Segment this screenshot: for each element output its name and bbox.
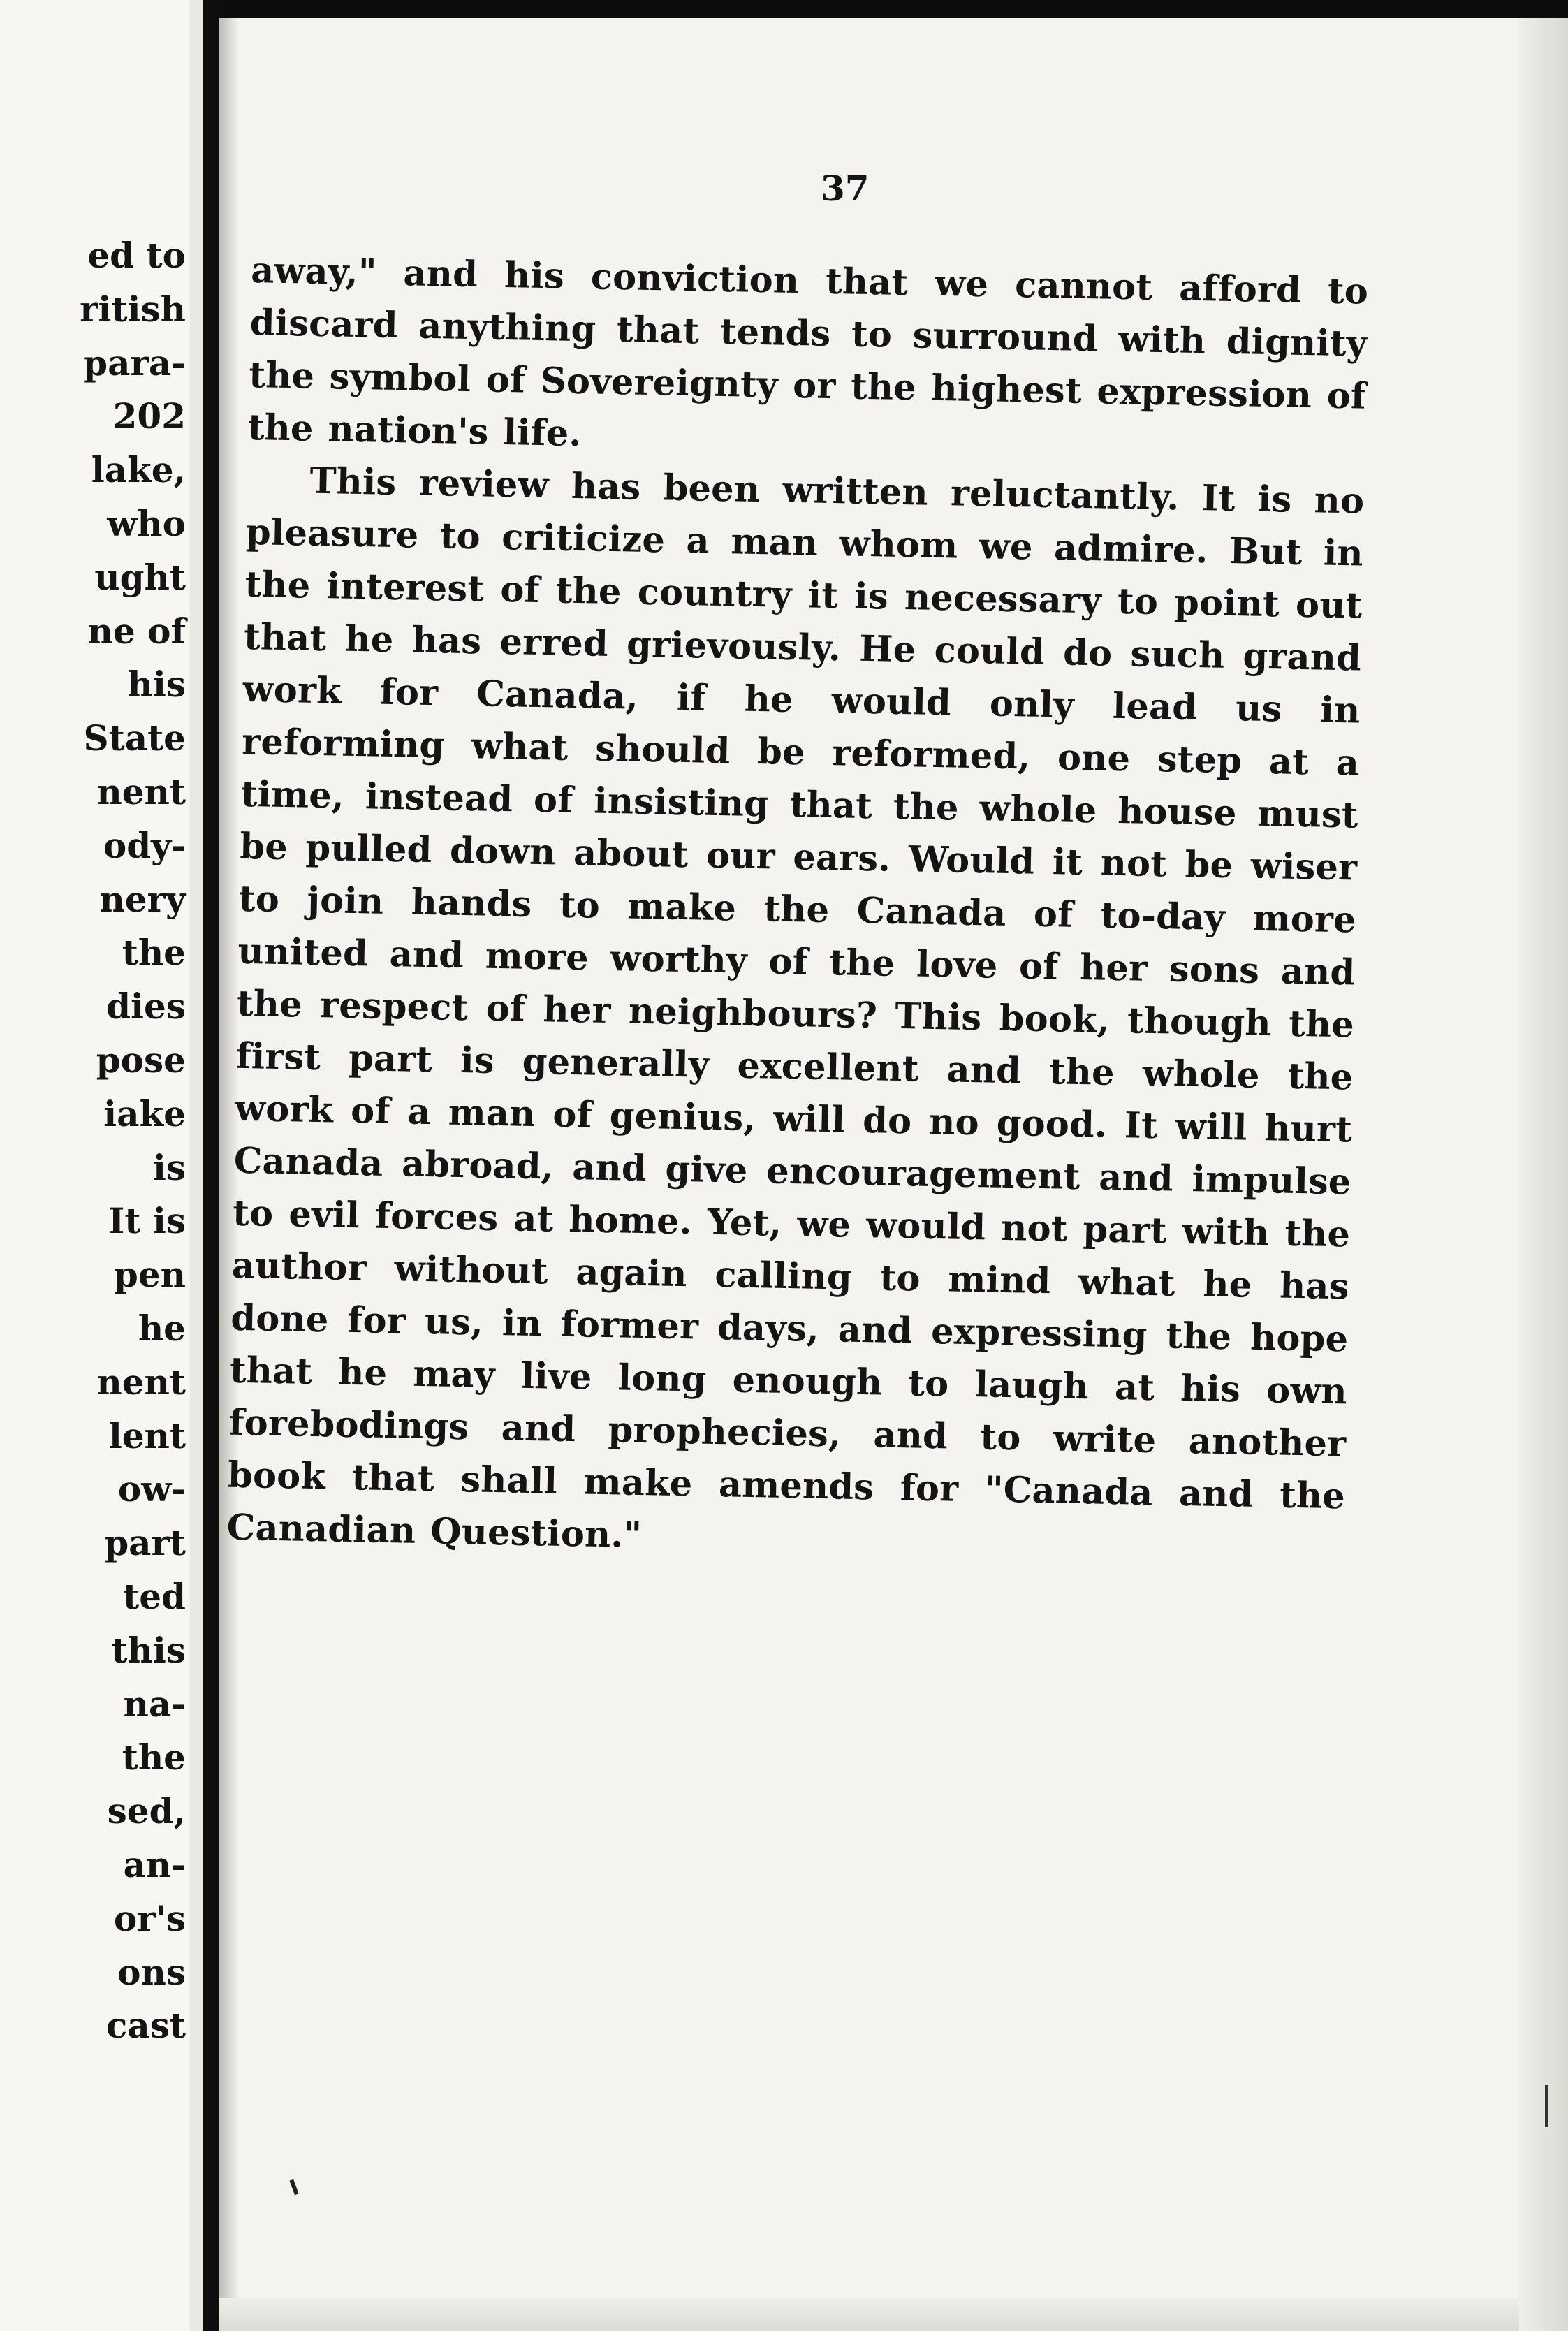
paragraph-2: This review has been written reluctantly. It is no pleasure to criticize a man whom we admire. But in the interest of the country it is necessary to point out that he has erred grievously. He could do such grand work for Canada, if he would only lead us in reforming what should be reformed, one step at a time, instead of insisting that the whole house must be pulled down about our ears. Would it not be wiser to join hands to make the Canada of to-day more united and more worthy of the love of her sons and the respect of her neighbours? This book, though the first part is generally excellent and the whole the work of a man of genius, will do no good. It will hurt Canada abroad, and give encouragement and impulse to evil forces at home. Yet, we would not part with the author without again calling to mind what he has done for us, in former days, and expressing the hope that he may live long enough to laugh at his own forebodings and prophecies, and to write another book that shall make amends for "Canada and the Canadian Question." xyxy=(226,460,1365,1557)
left-line-fragment: ody- xyxy=(103,824,186,866)
left-page-edge xyxy=(190,0,203,2331)
left-line-fragment: or's xyxy=(113,1897,186,1939)
left-line-fragment: cast xyxy=(105,2005,186,2047)
left-line-fragment: ritish xyxy=(80,288,186,330)
top-scan-border xyxy=(219,0,1568,18)
left-line-fragment: lent xyxy=(108,1415,186,1456)
left-line-fragment: pen xyxy=(113,1254,186,1296)
left-line-fragment: ted xyxy=(123,1575,186,1617)
left-facing-page xyxy=(0,0,189,2331)
body-text xyxy=(226,244,1369,1575)
left-line-fragment: nent xyxy=(96,770,186,812)
left-line-fragment: dies xyxy=(106,986,186,1028)
left-line-fragment: ed to xyxy=(87,235,186,276)
left-line-fragment: he xyxy=(138,1307,186,1349)
edge-mark xyxy=(1545,2085,1548,2127)
left-line-fragment: his xyxy=(127,664,186,706)
left-line-fragment: is xyxy=(152,1146,186,1188)
left-line-fragment: nent xyxy=(96,1361,186,1403)
left-line-fragment: na- xyxy=(123,1683,186,1725)
left-line-fragment: It is xyxy=(108,1200,186,1242)
left-line-fragment: the xyxy=(122,932,186,974)
paragraph-1: away," and his conviction that we cannot afford to discard anything that tends to surround with dignity the symbol of Sovereignty or the highest expression of the nation's life. xyxy=(247,249,1369,455)
left-page-line-fragments xyxy=(80,229,186,2053)
left-line-fragment: who xyxy=(107,502,186,544)
left-line-fragment: ons xyxy=(117,1951,186,1993)
left-line-fragment: 202 xyxy=(112,395,186,437)
left-line-fragment: nery xyxy=(99,878,186,920)
left-line-fragment: the xyxy=(122,1737,186,1778)
bottom-page-edge xyxy=(219,2298,1519,2331)
left-line-fragment: pose xyxy=(96,1039,186,1081)
ink-speck xyxy=(289,2179,298,2195)
left-line-fragment: this xyxy=(111,1629,186,1671)
left-line-fragment: an- xyxy=(123,1843,186,1885)
left-line-fragment: iake xyxy=(103,1093,186,1134)
left-line-fragment: sed, xyxy=(107,1790,186,1832)
left-line-fragment: State xyxy=(83,717,186,759)
page-number: 37 xyxy=(821,168,870,209)
book-spine-shadow xyxy=(203,0,219,2331)
left-line-fragment: part xyxy=(104,1522,186,1564)
left-line-fragment: para- xyxy=(83,342,186,383)
left-line-fragment: ne of xyxy=(87,610,186,652)
right-page-edge xyxy=(1519,18,1568,2331)
left-line-fragment: ow- xyxy=(117,1468,186,1510)
left-line-fragment: ught xyxy=(94,556,186,598)
left-line-fragment: lake, xyxy=(91,449,186,491)
